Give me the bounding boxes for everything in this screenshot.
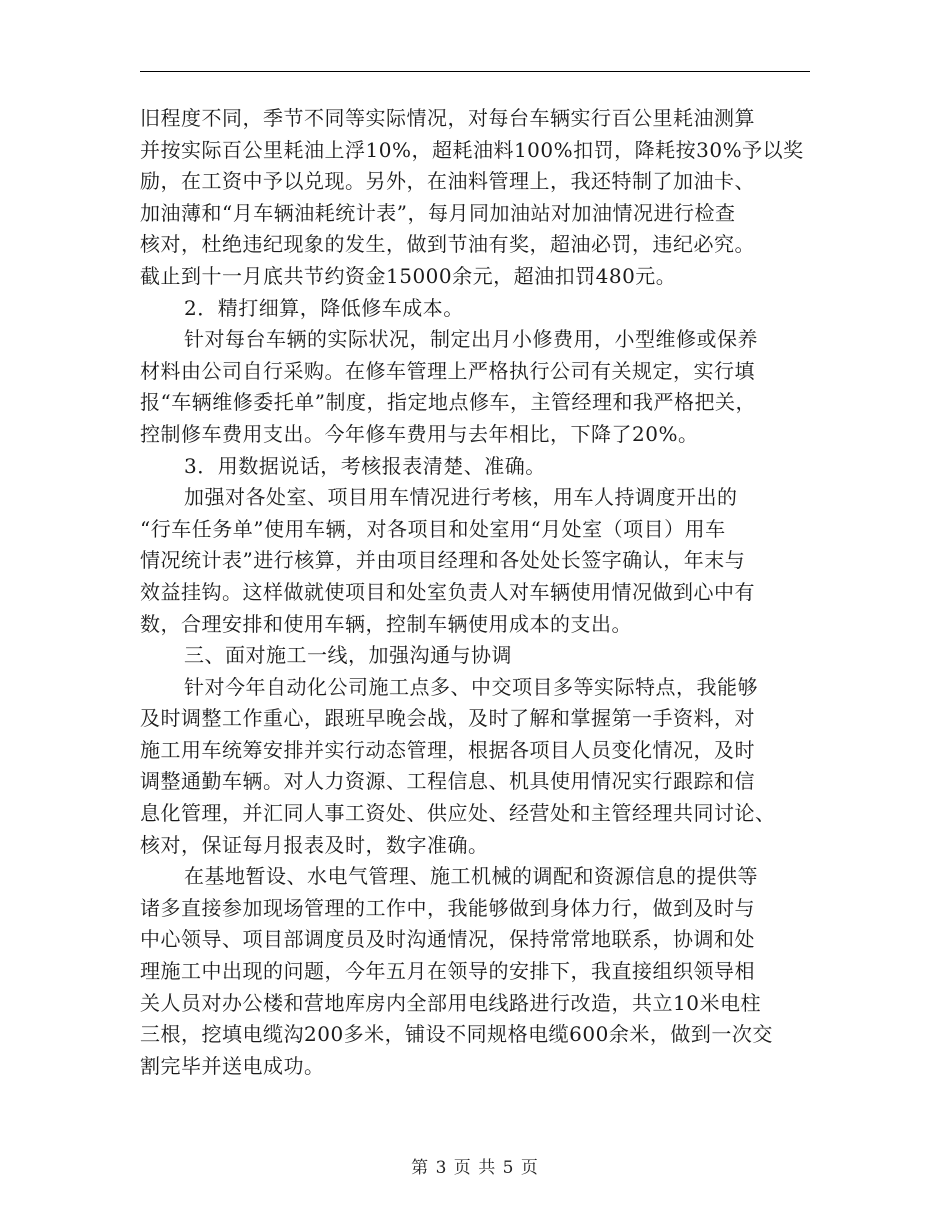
text-line: 在基地暂设、水电气管理、施工机械的调配和资源信息的提供等	[184, 864, 758, 889]
text-line: 情况统计表”进行核算，并由项目经理和各处处长签字确认，年末与	[140, 548, 746, 573]
text-line: 旧程度不同，季节不同等实际情况，对每台车辆实行百公里耗油测算	[140, 106, 755, 130]
text-line: 中心领导、项目部调度员及时沟通情况，保持常常地联系，协调和处	[140, 927, 755, 952]
text-line: 报“车辆维修委托单”制度，指定地点修车，主管经理和我严格把关，	[140, 390, 756, 415]
text-line: 及时调整工作重心，跟班早晚会战，及时了解和掌握第一手资料，对	[140, 706, 755, 731]
text-line: 2．精打细算，降低修车成本。	[184, 295, 464, 320]
text-line: 调整通勤车辆。对人力资源、工程信息、机具使用情况实行跟踪和信	[140, 769, 755, 794]
page-number: 第 3 页 共 5 页	[411, 1158, 539, 1178]
text-line: 割完毕并送电成功。	[140, 1053, 325, 1078]
text-line: 息化管理，并汇同人事工资处、供应处、经营处和主管经理共同讨论、	[140, 801, 776, 826]
text-line: 励，在工资中予以兑现。另外，在油料管理上，我还特制了加油卡、	[140, 169, 755, 194]
text-line: 关人员对办公楼和营地库房内全部用电线路进行改造，共立10米电柱	[140, 990, 761, 1015]
text-line: 控制修车费用支出。今年修车费用与去年相比，下降了20%。	[140, 421, 699, 446]
text-line: 截止到十一月底共节约资金15000余元，超油扣罚480元。	[140, 263, 677, 288]
text-line: 针对每台车辆的实际状况，制定出月小修费用，小型维修或保养	[184, 327, 758, 352]
text-line: 核对，保证每月报表及时，数字准确。	[140, 832, 489, 857]
text-line: 三根，挖填电缆沟200多米，铺设不同规格电缆600余米，做到一次交	[140, 1022, 773, 1047]
text-line: 加强对各处室、项目用车情况进行考核，用车人持调度开出的	[184, 485, 738, 510]
document-body	[140, 103, 812, 1082]
header-rule	[140, 71, 810, 72]
text-line: 3．用数据说话，考核报表清楚、准确。	[184, 453, 546, 478]
text-line: 材料由公司自行采购。在修车管理上严格执行公司有关规定，实行填	[140, 358, 755, 383]
text-line: “行车任务单”使用车辆，对各项目和处室用“月处室（项目）用车	[140, 516, 726, 541]
text-line: 核对，杜绝违纪现象的发生，做到节油有奖，超油必罚，违纪必究。	[140, 232, 755, 257]
text-line: 诸多直接参加现场管理的工作中，我能够做到身体力行，做到及时与	[140, 895, 755, 920]
text-line: 并按实际百公里耗油上浮10%，超耗油料100%扣罚，降耗按30%予以奖	[140, 137, 804, 162]
text-line: 施工用车统筹安排并实行动态管理，根据各项目人员变化情况，及时	[140, 737, 755, 762]
text-line: 数，合理安排和使用车辆，控制车辆使用成本的支出。	[140, 611, 632, 636]
text-line: 效益挂钩。这样做就使项目和处室负责人对车辆使用情况做到心中有	[140, 579, 755, 604]
text-line: 理施工中出现的问题，今年五月在领导的安排下，我直接组织领导相	[140, 959, 755, 984]
text-line: 三、面对施工一线，加强沟通与协调	[184, 643, 512, 668]
text-line: 加油薄和“月车辆油耗统计表”，每月同加油站对加油情况进行检查	[140, 200, 736, 225]
text-line: 针对今年自动化公司施工点多、中交项目多等实际特点，我能够	[184, 674, 758, 699]
